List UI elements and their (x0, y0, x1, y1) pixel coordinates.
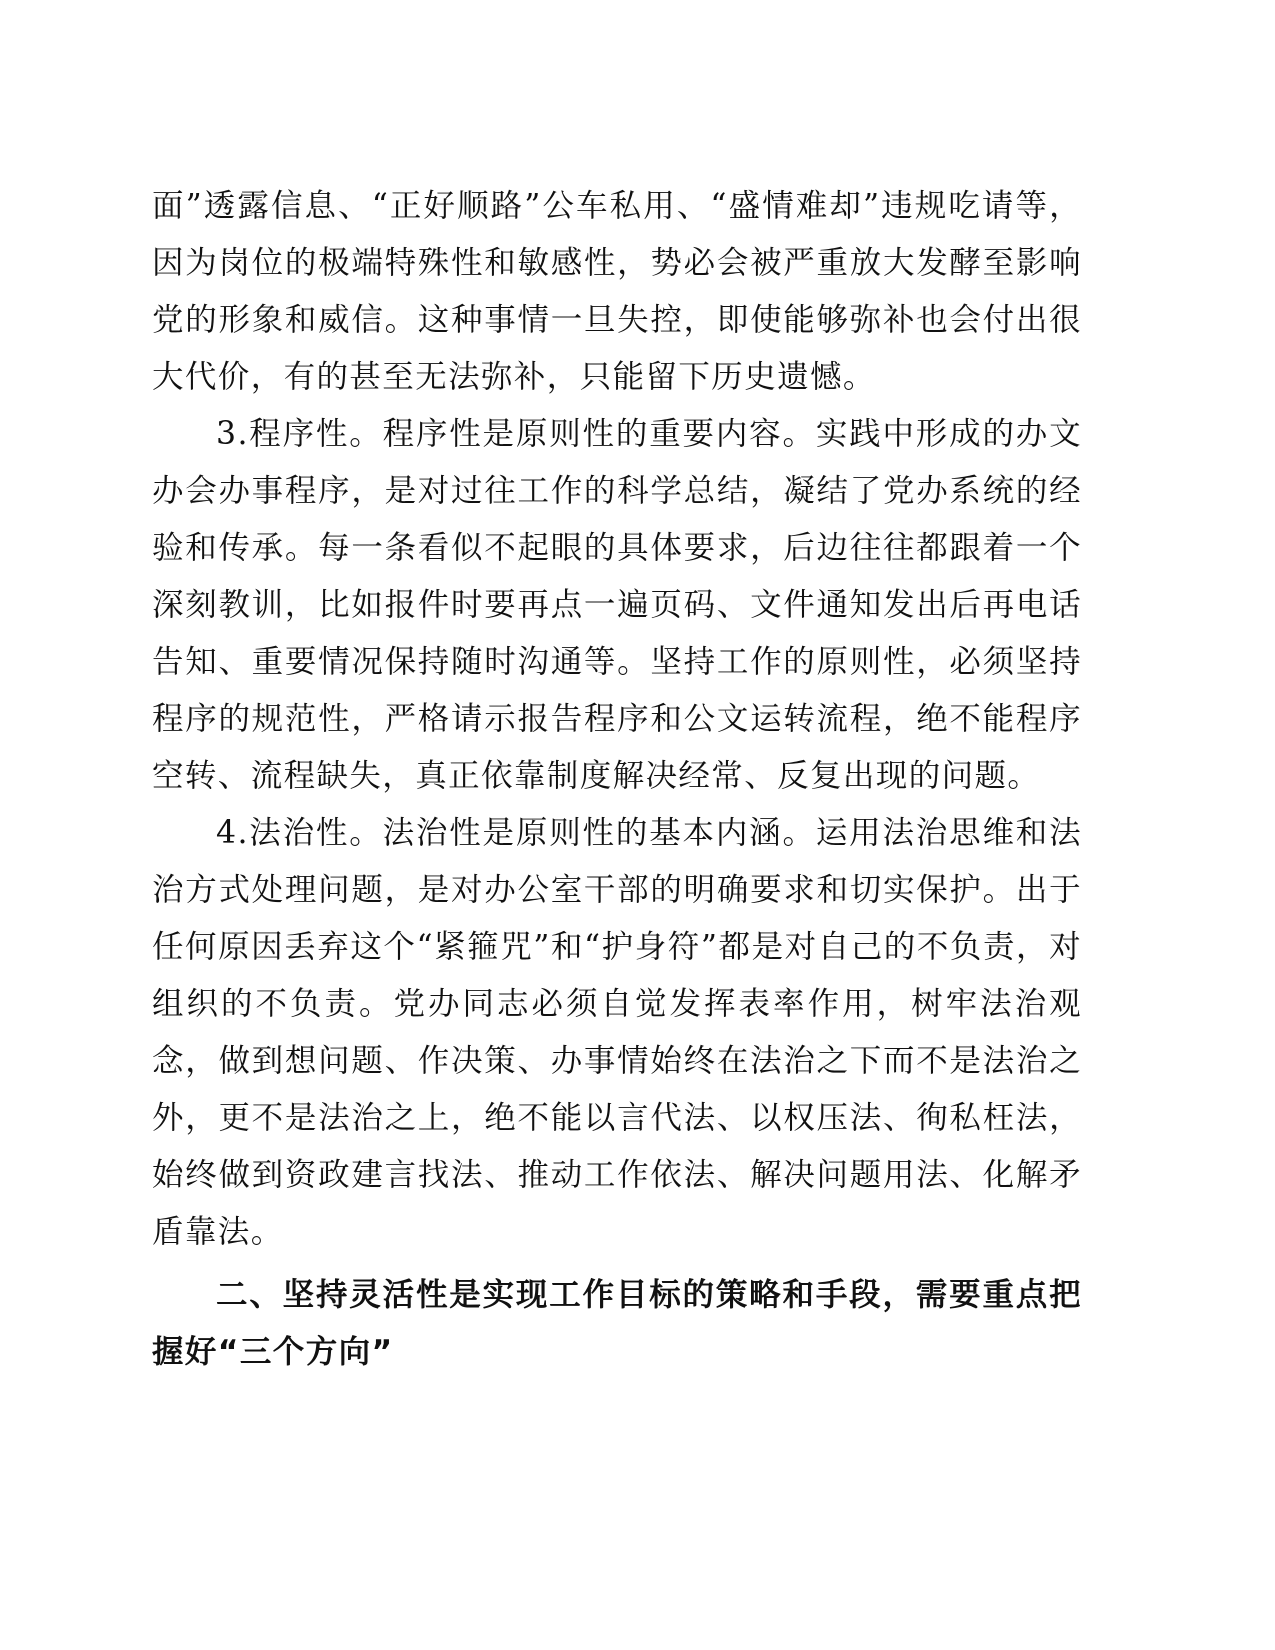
paragraph-procedure: 3.程序性。程序性是原则性的重要内容。实践中形成的办文办会办事程序，是对过往工作的科学总结，凝结了党办系统的经验和传承。每一条看似不起眼的具体要求，后边往往都跟着一个深刻教训，比如报件时要再点一遍页码、文件通知发出后再电话告知、重要情况保持随时沟通等。坚持工作的原则性，必须坚持程序的规范性，严格请示报告程序和公文运转流程，绝不能程序空转、流程缺失，真正依靠制度解决经常、反复出现的问题。 (152, 416, 1082, 794)
section-heading: 二、坚持灵活性是实现工作目标的策略和手段，需要重点把握好“三个方向” (152, 1277, 1082, 1370)
paragraph-continued: 面”透露信息、“正好顺路”公车私用、“盛情难却”违规吃请等，因为岗位的极端特殊性和敏感性，势必会被严重放大发酵至影响党的形象和威信。这种事情一旦失控，即使能够弥补也会付出很大代价，有的甚至无法弥补，只能留下历史遗憾。 (152, 188, 1082, 395)
paragraph-rule-of-law: 4.法治性。法治性是原则性的基本内涵。运用法治思维和法治方式处理问题，是对办公室干部的明确要求和切实保护。出于任何原因丢弃这个“紧箍咒”和“护身符”都是对自己的不负责，对组织的不负责。党办同志必须自觉发挥表率作用，树牢法治观念，做到想问题、作决策、办事情始终在法治之下而不是法治之外，更不是法治之上，绝不能以言代法、以权压法、徇私枉法，始终做到资政建言找法、推动工作依法、解决问题用法、化解矛盾靠法。 (152, 815, 1082, 1250)
document-body (152, 178, 1082, 1381)
